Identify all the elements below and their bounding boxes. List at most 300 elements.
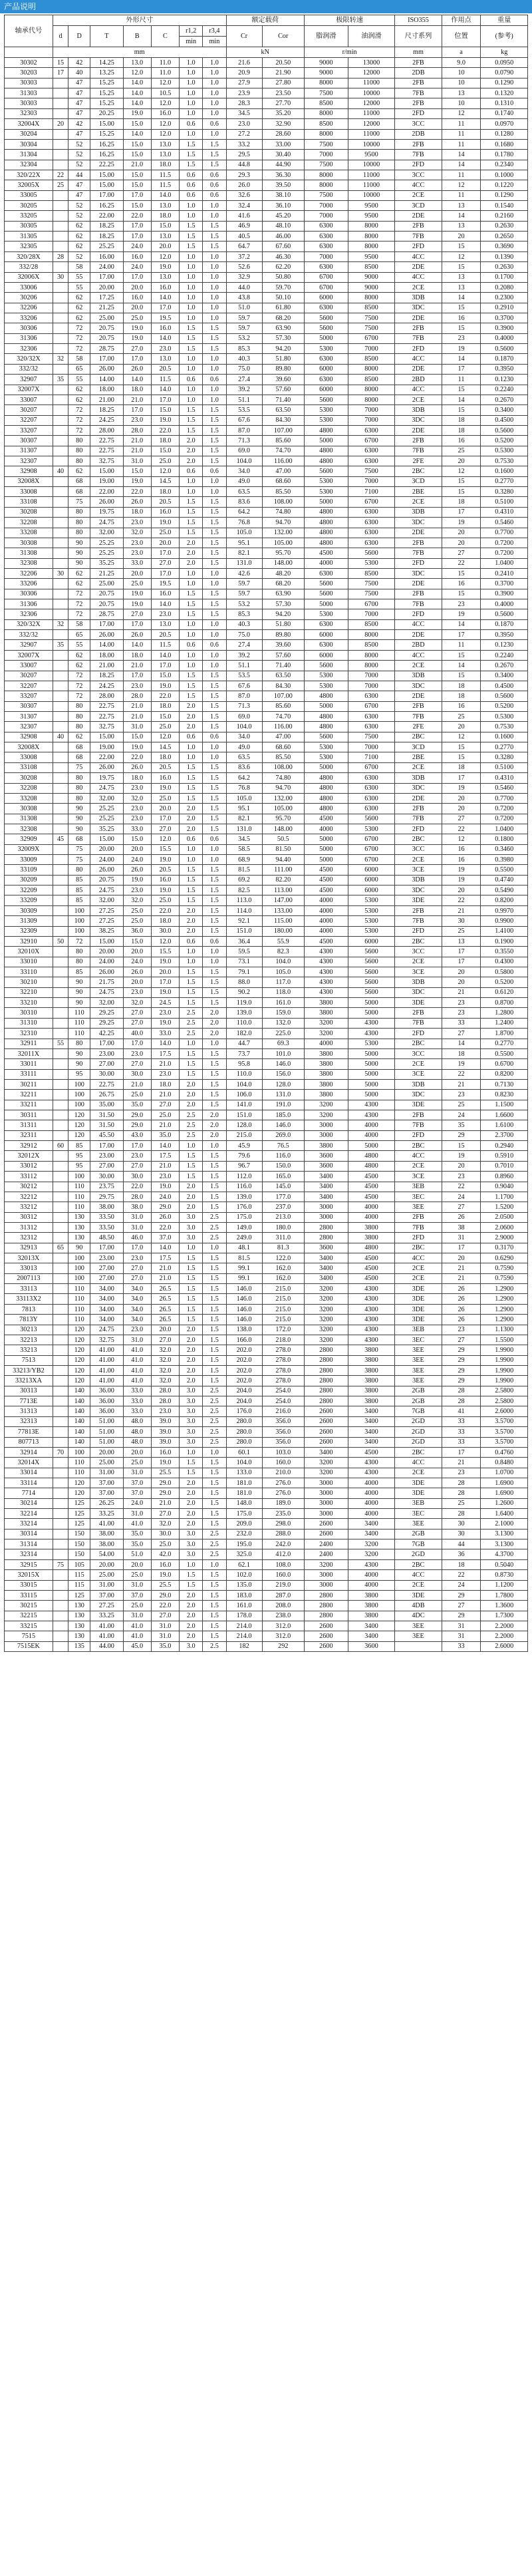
table-cell: 37.00 [90, 1488, 123, 1498]
table-cell: 213.0 [262, 1212, 304, 1222]
table-cell: 1.5 [180, 1263, 203, 1273]
table-cell: 80 [68, 1039, 90, 1048]
table-cell: 20 [442, 722, 481, 732]
table-cell: 1.3600 [481, 1601, 528, 1611]
table-cell: 3.5700 [481, 1416, 528, 1426]
table-row [5, 1519, 528, 1529]
table-cell: 1.0 [180, 98, 203, 108]
table-cell: 108.00 [262, 762, 304, 772]
table-cell [53, 201, 68, 211]
table-cell: 36.30 [262, 170, 304, 180]
table-cell: 18.0 [151, 916, 179, 926]
table-cell: 5300 [348, 926, 394, 936]
table-cell: 15.0 [151, 405, 179, 415]
table-cell: 17.00 [90, 1243, 123, 1253]
table-cell: 4800 [348, 1161, 394, 1171]
table-cell: 30211 [5, 1079, 53, 1089]
table-cell: 15.0 [151, 221, 179, 231]
table-cell: 25.0 [123, 313, 151, 323]
table-cell: 1.6600 [481, 1110, 528, 1120]
header-min1: min [180, 37, 203, 47]
table-cell: 1.5 [180, 1580, 203, 1590]
table-cell: 72 [68, 609, 90, 619]
table-cell: 0.6 [180, 375, 203, 385]
table-cell: 32307 [5, 722, 53, 732]
table-row [5, 1601, 528, 1611]
table-cell: 1.5 [180, 1273, 203, 1283]
table-cell: 17.00 [90, 1141, 123, 1151]
table-cell: 30207 [5, 671, 53, 681]
table-cell: 3000 [304, 1120, 348, 1130]
table-cell: 2DE [395, 691, 442, 701]
table-cell: 0.2410 [481, 568, 528, 578]
table-cell: 1.5 [180, 589, 203, 599]
table-cell: 356.0 [262, 1427, 304, 1437]
table-cell: 83.6 [226, 762, 262, 772]
table-cell: 278.0 [262, 1345, 304, 1355]
table-cell: 7000 [348, 671, 394, 681]
table-cell: 29.0 [151, 1202, 179, 1212]
table-cell: 3.0 [180, 1396, 203, 1406]
table-cell: 7FB [395, 232, 442, 242]
table-cell: 1.5 [203, 691, 226, 701]
table-cell [53, 947, 68, 957]
table-cell: 116.00 [262, 722, 304, 732]
table-cell: 0.7130 [481, 1079, 528, 1089]
table-cell: 45.50 [90, 1130, 123, 1140]
table-cell: 1.5 [203, 1345, 226, 1355]
table-cell: 138.0 [226, 1325, 262, 1335]
table-cell: 24.0 [123, 1498, 151, 1508]
table-cell: 1.5 [203, 1100, 226, 1110]
table-cell: 32.0 [123, 895, 151, 905]
table-cell: 48.10 [262, 221, 304, 231]
table-cell: 0.3550 [481, 947, 528, 957]
table-cell: 3200 [348, 1549, 394, 1559]
table-cell: 3200 [304, 1294, 348, 1304]
table-cell: 19 [442, 1151, 481, 1161]
table-cell: 11.5 [151, 640, 179, 650]
table-cell: 85.50 [262, 487, 304, 497]
table-cell: 3EE [395, 1621, 442, 1631]
table-cell: 2.0 [203, 1110, 226, 1120]
table-cell: 20 [442, 456, 481, 466]
table-cell: 2.1000 [481, 1519, 528, 1529]
table-cell: 1.5 [203, 1621, 226, 1631]
table-cell: 1.2900 [481, 1284, 528, 1294]
table-cell: 20.75 [90, 875, 123, 885]
table-cell: 21.0 [151, 1498, 179, 1508]
table-cell: 0.2630 [481, 221, 528, 231]
table-cell: 0.5200 [481, 701, 528, 711]
table-cell: 1.0 [180, 88, 203, 98]
table-cell: 110 [68, 1458, 90, 1468]
table-row [5, 150, 528, 160]
table-cell: 3.0 [180, 1416, 203, 1426]
table-row [5, 1141, 528, 1151]
table-cell: 176.0 [226, 1202, 262, 1212]
table-cell: 15.25 [90, 129, 123, 139]
table-cell: 17.0 [123, 671, 151, 681]
table-cell: 1.0 [180, 282, 203, 292]
table-cell [53, 476, 68, 486]
table-cell: 8500 [348, 375, 394, 385]
table-cell: 6000 [304, 630, 348, 640]
table-cell: 69.3 [262, 1039, 304, 1048]
table-cell: 0.5800 [481, 967, 528, 977]
table-cell: 26.5 [151, 1304, 179, 1314]
table-cell: 210.0 [262, 1468, 304, 1478]
table-cell: 22.75 [90, 436, 123, 446]
table-cell: 2.0 [180, 456, 203, 466]
table-row [5, 528, 528, 538]
table-cell: 14 [442, 1039, 481, 1048]
table-cell: 7500 [348, 323, 394, 333]
table-cell: 25.00 [90, 579, 123, 589]
table-cell: 107.00 [262, 425, 304, 435]
table-row [5, 487, 528, 497]
table-cell [53, 1345, 68, 1355]
table-cell: 23.0 [123, 1253, 151, 1263]
table-cell: 0.5300 [481, 712, 528, 722]
table-cell: 1.0 [180, 251, 203, 261]
table-row [5, 1222, 528, 1232]
table-cell: 25.25 [90, 814, 123, 824]
table-cell: 29.25 [90, 1008, 123, 1018]
table-cell: 18 [442, 1048, 481, 1058]
table-cell: 3200 [304, 1458, 348, 1468]
table-cell: 41.0 [123, 1519, 151, 1529]
table-cell: 26.0 [123, 497, 151, 507]
table-cell: 3600 [304, 1161, 348, 1171]
header-load: 额定载荷 [226, 15, 304, 26]
table-cell: 0.2160 [481, 211, 528, 221]
table-cell: 15 [442, 303, 481, 313]
table-cell: 28.0 [123, 691, 151, 701]
table-row [5, 1478, 528, 1488]
table-cell [53, 497, 68, 507]
table-cell: 82.1 [226, 548, 262, 558]
table-cell: 3EC [395, 1335, 442, 1345]
table-cell: 2.0 [180, 804, 203, 814]
table-row [5, 1406, 528, 1416]
table-cell [53, 98, 68, 108]
table-cell: 47 [68, 98, 90, 108]
table-cell: 2DB [395, 129, 442, 139]
table-row [5, 272, 528, 282]
table-cell: 95.70 [262, 548, 304, 558]
table-cell: 1.5 [203, 905, 226, 915]
table-cell: 2CE [395, 1059, 442, 1069]
table-cell: 1.5 [180, 875, 203, 885]
table-cell [53, 1130, 68, 1140]
table-cell: 16 [442, 844, 481, 854]
table-cell: 2FB [395, 221, 442, 231]
table-cell: 1.5 [180, 518, 203, 528]
table-cell: 3EE [395, 1345, 442, 1355]
table-row [5, 518, 528, 528]
table-cell: 3200 [304, 1315, 348, 1325]
table-row [5, 58, 528, 68]
table-cell: 43.0 [123, 1130, 151, 1140]
table-cell: 33013 [5, 1263, 53, 1273]
table-cell: 12.0 [151, 129, 179, 139]
table-cell: 20.0 [123, 282, 151, 292]
table-cell: 15.5 [151, 947, 179, 957]
table-row [5, 232, 528, 242]
table-row [5, 1090, 528, 1100]
table-cell: 30.00 [90, 1069, 123, 1079]
table-cell: 3DE [395, 1315, 442, 1325]
header-weight: 重量 [481, 15, 528, 26]
table-cell: 3.0 [180, 1222, 203, 1232]
table-cell: 110.0 [226, 1018, 262, 1028]
table-cell: 22 [442, 1570, 481, 1580]
table-cell: 18.0 [123, 507, 151, 517]
table-cell: 3.1300 [481, 1539, 528, 1549]
table-cell: 31306 [5, 599, 53, 609]
table-cell: 32212 [5, 1192, 53, 1202]
table-cell: 17.00 [90, 354, 123, 364]
table-cell: 17.5 [151, 1048, 179, 1058]
header-d: d [53, 26, 68, 47]
table-cell: 2CE [395, 282, 442, 292]
table-cell: 3200 [304, 1100, 348, 1110]
table-cell: 202.0 [226, 1366, 262, 1376]
table-cell [53, 1529, 68, 1539]
table-cell: 17 [442, 957, 481, 967]
table-cell: 1.5 [180, 609, 203, 619]
table-cell: 33108 [5, 762, 53, 772]
table-cell: 48.0 [123, 1427, 151, 1437]
table-cell: 5300 [304, 487, 348, 497]
table-row [5, 1120, 528, 1130]
table-cell: 3DC [395, 783, 442, 793]
table-cell: 0.7530 [481, 722, 528, 732]
table-cell: 3400 [304, 1182, 348, 1192]
table-cell: 4300 [348, 1559, 394, 1569]
table-cell: 52.6 [226, 262, 262, 272]
table-cell: 312.0 [262, 1631, 304, 1641]
table-cell: 110 [68, 1284, 90, 1294]
table-cell: 114.0 [226, 905, 262, 915]
table-cell: 1.5 [203, 1048, 226, 1058]
table-cell: 3.5700 [481, 1427, 528, 1437]
table-row [5, 886, 528, 895]
table-cell: 0.3700 [481, 579, 528, 589]
table-cell: 30308 [5, 804, 53, 814]
table-cell: 104.0 [226, 456, 262, 466]
table-cell [53, 916, 68, 926]
table-cell: 5300 [304, 476, 348, 486]
table-cell: 1.5 [180, 1253, 203, 1263]
table-cell: 49.0 [226, 476, 262, 486]
table-cell: 89.80 [262, 364, 304, 374]
table-cell: 23.0 [123, 415, 151, 425]
table-cell [53, 661, 68, 671]
table-cell: 2600 [304, 1406, 348, 1416]
table-cell: 130 [68, 1222, 90, 1232]
table-cell: 27.00 [90, 1161, 123, 1171]
table-cell: 34.5 [226, 108, 262, 118]
table-cell: 20 [442, 793, 481, 803]
table-cell: 6700 [304, 272, 348, 282]
table-cell: 3200 [304, 1325, 348, 1335]
table-cell: 29 [442, 1611, 481, 1621]
table-cell: 25 [442, 712, 481, 722]
table-row [5, 599, 528, 609]
table-cell: 31307 [5, 446, 53, 456]
table-cell: 280.0 [226, 1437, 262, 1447]
table-cell [53, 875, 68, 885]
table-cell: 3DB [395, 671, 442, 681]
table-row [5, 313, 528, 323]
table-cell: 3CE [395, 1172, 442, 1182]
table-cell: 1.5 [180, 977, 203, 987]
table-cell: 110 [68, 1304, 90, 1314]
table-cell: 1.5 [203, 456, 226, 466]
table-cell: 33115 [5, 1590, 53, 1600]
unit-mm: mm [53, 47, 226, 58]
table-cell: 16.0 [151, 1559, 179, 1569]
table-cell: 2FB [395, 1212, 442, 1222]
table-cell: 6000 [304, 364, 348, 374]
table-cell: 19 [442, 875, 481, 885]
table-cell: 216.0 [262, 1406, 304, 1416]
table-row [5, 1549, 528, 1559]
table-row [5, 947, 528, 957]
table-cell: 172.0 [262, 1325, 304, 1335]
table-cell: 189.0 [262, 1498, 304, 1508]
table-cell: 25.0 [151, 895, 179, 905]
table-cell: 29.0 [151, 1590, 179, 1600]
table-cell: 63.50 [262, 671, 304, 681]
table-cell: 19 [442, 344, 481, 354]
table-cell: 33207 [5, 691, 53, 701]
table-cell: 80 [68, 722, 90, 732]
table-cell: 14.0 [151, 333, 179, 343]
table-cell: 8500 [304, 98, 348, 108]
table-row [5, 905, 528, 915]
table-cell: 85.3 [226, 344, 262, 354]
table-cell: 3400 [348, 1519, 394, 1529]
table-cell: 2.5800 [481, 1396, 528, 1406]
table-cell: 150 [68, 1549, 90, 1559]
table-cell: 69.0 [226, 712, 262, 722]
table-cell: 105.0 [262, 967, 304, 977]
table-cell: 31.0 [123, 456, 151, 466]
table-cell: 18 [442, 1559, 481, 1569]
table-cell: 105.0 [226, 793, 262, 803]
table-cell: 1.5 [203, 977, 226, 987]
table-cell: 1.0 [180, 364, 203, 374]
table-cell: 32213 [5, 1335, 53, 1345]
table-cell: 3200 [304, 1559, 348, 1569]
table-cell: 20.00 [90, 844, 123, 854]
table-cell: 1.0 [180, 855, 203, 865]
table-cell: 2.5 [180, 1120, 203, 1130]
table-cell: 1.0 [203, 354, 226, 364]
table-cell: 1.5 [203, 773, 226, 783]
table-cell: 30.0 [123, 1069, 151, 1079]
table-cell: 28 [442, 1396, 481, 1406]
table-cell: 24.75 [90, 1325, 123, 1335]
table-cell: 1.5 [203, 967, 226, 977]
table-cell: 32304 [5, 160, 53, 170]
table-cell: 34.0 [123, 1294, 151, 1304]
table-cell: 1.5200 [481, 1202, 528, 1212]
table-cell: 6300 [348, 722, 394, 732]
table-cell: 0.3900 [481, 589, 528, 599]
table-cell: 2CE [395, 1263, 442, 1273]
table-cell: 2GB [395, 1396, 442, 1406]
table-cell: 202.0 [226, 1376, 262, 1386]
table-row [5, 476, 528, 486]
table-cell: 8000 [348, 650, 394, 660]
table-cell: 26.5 [151, 1294, 179, 1304]
table-cell: 75 [68, 497, 90, 507]
table-cell: 23.9 [226, 88, 262, 98]
table-cell: 4300 [348, 1325, 394, 1335]
table-cell: 14.0 [151, 385, 179, 395]
table-cell: 1.5 [180, 160, 203, 170]
table-cell: 95 [68, 1151, 90, 1161]
table-cell: 23.0 [123, 987, 151, 997]
table-cell: 4000 [348, 1570, 394, 1580]
table-cell: 42.0 [151, 1549, 179, 1559]
table-cell: 16 [442, 701, 481, 711]
table-cell: 15 [442, 476, 481, 486]
table-cell: 3600 [304, 1243, 348, 1253]
table-header [5, 15, 528, 58]
table-cell: 41 [442, 1406, 481, 1416]
table-cell: 18 [442, 497, 481, 507]
table-cell: 20.0 [123, 303, 151, 313]
table-cell: 47 [68, 180, 90, 190]
table-cell: 1.5 [203, 1509, 226, 1519]
table-cell: 37.00 [90, 1478, 123, 1488]
table-cell: 1.9900 [481, 1355, 528, 1365]
table-cell [53, 630, 68, 640]
table-cell: 16 [442, 579, 481, 589]
table-cell: 31.00 [90, 1468, 123, 1478]
table-cell: 1.5 [203, 1069, 226, 1079]
table-cell: 20.75 [90, 333, 123, 343]
table-cell: 160.0 [262, 1570, 304, 1580]
table-cell: 161.0 [262, 998, 304, 1008]
table-cell: 2.0 [180, 1079, 203, 1089]
table-cell: 40.0 [123, 1029, 151, 1039]
table-cell [53, 456, 68, 466]
table-cell: 21.25 [90, 303, 123, 313]
table-cell: 19.0 [123, 476, 151, 486]
table-cell: 8000 [304, 78, 348, 88]
table-cell: 2CE [395, 957, 442, 967]
table-cell: 6700 [348, 436, 394, 446]
table-row [5, 436, 528, 446]
table-cell: 116.00 [262, 456, 304, 466]
table-row [5, 211, 528, 221]
table-cell: 22.0 [123, 752, 151, 762]
table-cell: 30215 [5, 1601, 53, 1611]
table-cell: 11000 [348, 129, 394, 139]
table-cell: 22.0 [151, 1601, 179, 1611]
table-cell [53, 385, 68, 395]
table-cell: 0.1390 [481, 251, 528, 261]
table-cell: 13.25 [90, 68, 123, 78]
table-cell [53, 1100, 68, 1110]
table-row [5, 1529, 528, 1539]
